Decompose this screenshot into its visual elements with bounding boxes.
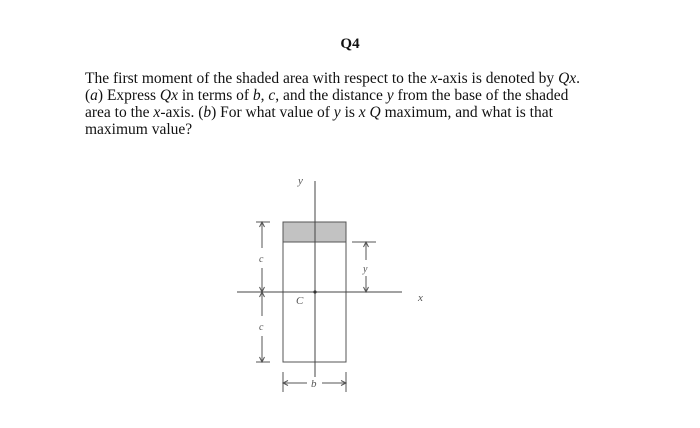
text-segment: , and the distance <box>275 87 387 104</box>
text-segment: area to the <box>85 104 154 121</box>
var-xq: x Q <box>358 104 381 121</box>
upper-c-label: c <box>259 254 264 265</box>
centroid-dot <box>313 290 316 293</box>
var-y: y <box>386 87 394 104</box>
part-a-label: a <box>90 87 98 104</box>
text-segment: ( <box>85 87 91 104</box>
text-segment: -axis. ( <box>160 104 204 121</box>
text-segment: , <box>260 87 269 104</box>
lower-c-label: c <box>259 322 264 333</box>
text-segment: maximum, and what is that <box>380 104 553 121</box>
text-segment: . <box>576 70 581 87</box>
text-segment: -axis is denoted by <box>437 70 559 87</box>
question-title: Q4 <box>340 36 360 52</box>
width-b-label: b <box>311 378 317 390</box>
text-segment: is <box>340 104 359 121</box>
var-x: x <box>153 104 161 121</box>
text-segment: in terms of <box>178 87 253 104</box>
x-axis-label: x <box>418 292 423 304</box>
var-x: x <box>430 70 438 87</box>
var-qx: Qx <box>558 70 577 87</box>
part-b-label: b <box>203 104 212 121</box>
var-qx: Qx <box>159 87 178 104</box>
y-axis-label: y <box>298 175 303 187</box>
centroid-label: C <box>296 295 304 307</box>
var-y: y <box>333 104 341 121</box>
text-segment: maximum value? <box>85 121 193 138</box>
text-segment: The first moment of the shaded area with respect to the <box>85 70 431 87</box>
text-segment: ) Express <box>97 87 160 104</box>
text-segment: from the base of the shaded <box>393 87 569 104</box>
y-distance-label: y <box>363 264 368 275</box>
var-c: c <box>268 87 276 104</box>
var-b: b <box>252 87 261 104</box>
text-segment: ) For what value of <box>211 104 334 121</box>
